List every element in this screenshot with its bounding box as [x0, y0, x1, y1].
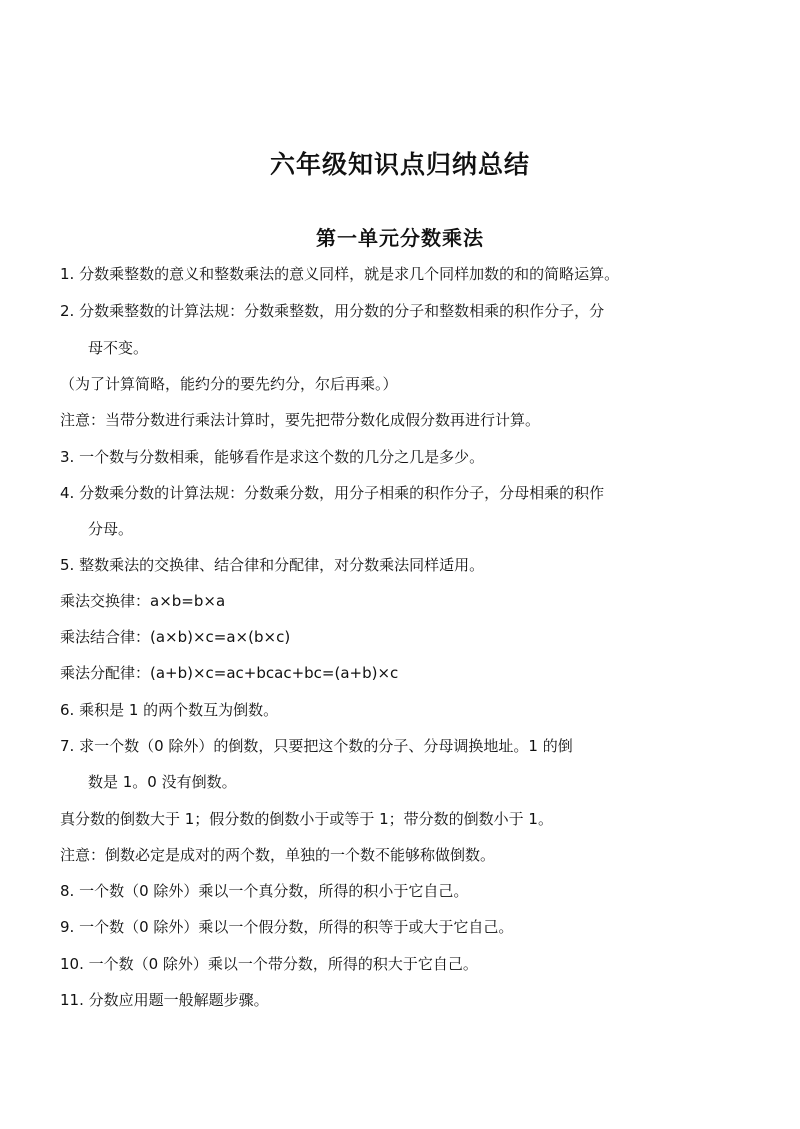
- section-title: 第一单元分数乘法: [316, 226, 484, 250]
- text-line: 母不变。: [88, 339, 149, 357]
- text-line: 真分数的倒数大于 1；假分数的倒数小于或等于 1；带分数的倒数小于 1。: [60, 810, 553, 828]
- text-line: 注意：当带分数进行乘法计算时，要先把带分数化成假分数再进行计算。: [60, 411, 541, 429]
- text-line: （为了计算简略，能约分的要先约分，尔后再乘。）: [60, 375, 398, 393]
- text-line: 注意：倒数必定是成对的两个数，单独的一个数不能够称做倒数。: [60, 846, 496, 864]
- text-line: 8. 一个数（0 除外）乘以一个真分数，所得的积小于它自己。: [60, 882, 469, 900]
- text-line: 乘法分配律：(a+b)×c=ac+bcac+bc=(a+b)×c: [60, 664, 399, 682]
- text-line: 数是 1。0 没有倒数。: [88, 773, 237, 791]
- text-line: 2. 分数乘整数的计算法规：分数乘整数，用分数的分子和整数相乘的积作分子，分: [60, 302, 605, 320]
- text-line: 分母。: [88, 520, 134, 538]
- text-line: 9. 一个数（0 除外）乘以一个假分数，所得的积等于或大于它自己。: [60, 918, 514, 936]
- text-line: 3. 一个数与分数相乘，能够看作是求这个数的几分之几是多少。: [60, 448, 485, 466]
- text-line: 11. 分数应用题一般解题步骤。: [60, 991, 269, 1009]
- text-line: 5. 整数乘法的交换律、结合律和分配律，对分数乘法同样适用。: [60, 556, 485, 574]
- text-line: 1. 分数乘整数的意义和整数乘法的意义同样，就是求几个同样加数的和的简略运算。: [60, 265, 620, 283]
- document-title: 六年级知识点归纳总结: [269, 150, 530, 179]
- text-line: 4. 分数乘分数的计算法规：分数乘分数，用分子相乘的积作分子，分母相乘的积作: [60, 484, 605, 502]
- text-line: 乘法交换律：a×b=b×a: [60, 592, 226, 610]
- text-line: 7. 求一个数（0 除外）的倒数，只要把这个数的分子、分母调换地址。1 的倒: [60, 737, 573, 755]
- text-line: 乘法结合律：(a×b)×c=a×(b×c): [60, 628, 291, 646]
- text-line: 6. 乘积是 1 的两个数互为倒数。: [60, 701, 279, 719]
- text-line: 10. 一个数（0 除外）乘以一个带分数，所得的积大于它自己。: [60, 955, 478, 973]
